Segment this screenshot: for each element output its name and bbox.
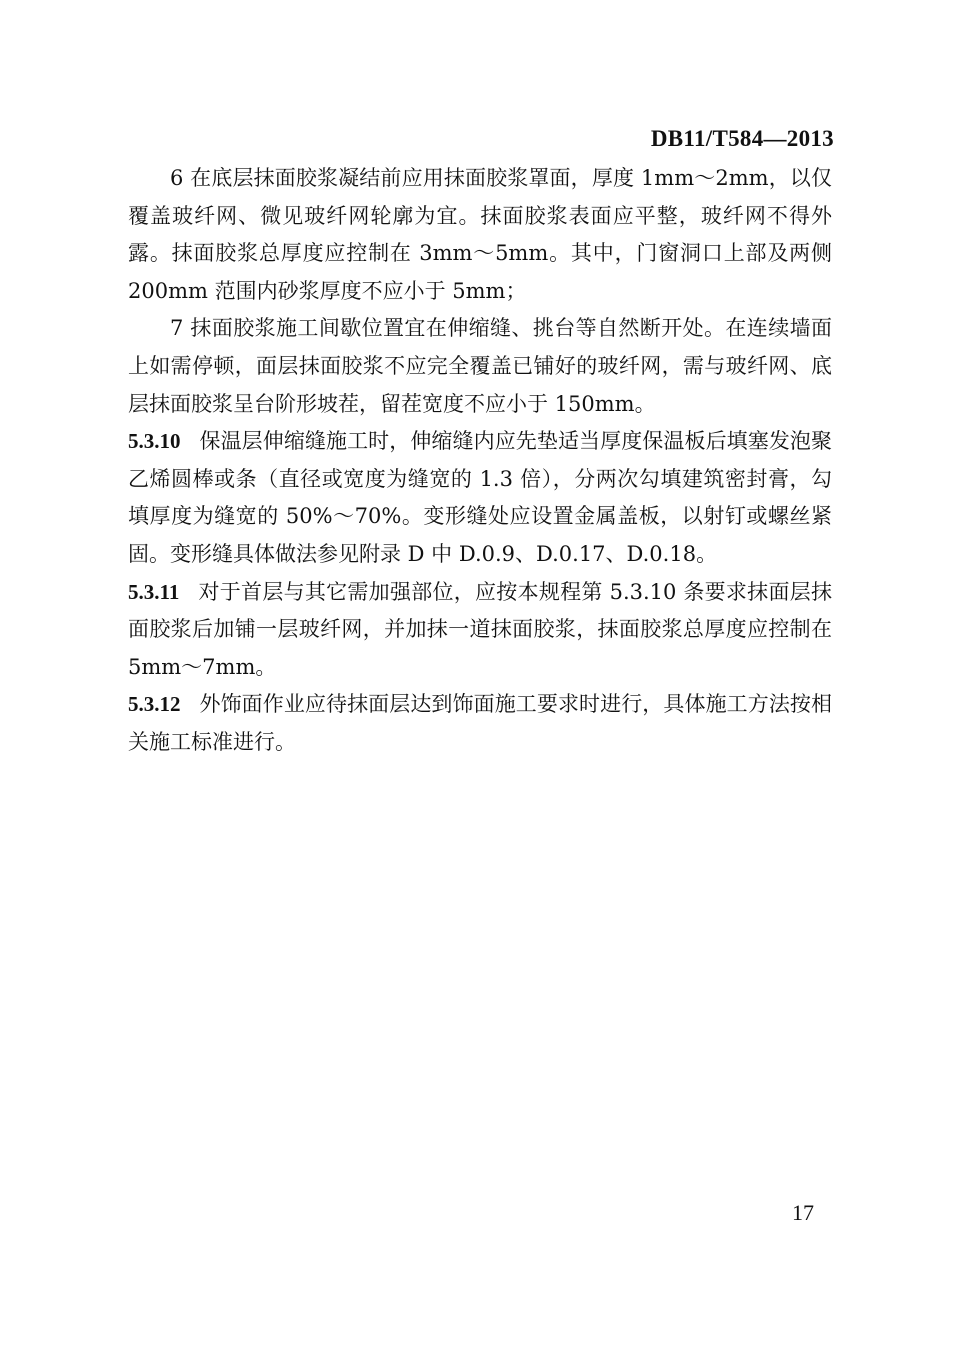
- body-text: [128, 160, 832, 762]
- clause-number: 5.3.12: [128, 692, 181, 717]
- item-6-paragraph: 6 在底层抹面胶浆凝结前应用抹面胶浆罩面，厚度 1mm～2mm，以仅覆盖玻纤网、微见玻纤网轮廓为宜。抹面胶浆表面应平整，玻纤网不得外露。抹面胶浆总厚度应控制在 3mm～5mm。其中，门窗洞口上部及两侧 200mm 范围内砂浆厚度不应小于 5mm；: [128, 166, 832, 303]
- clause-5-3-11: [128, 574, 832, 687]
- clause-number: 5.3.10: [128, 429, 181, 454]
- item-7-paragraph: 7 抹面胶浆施工间歇位置宜在伸缩缝、挑台等自然断开处。在连续墙面上如需停顿，面层抹面胶浆不应完全覆盖已铺好的玻纤网，需与玻纤网、底层抹面胶浆呈台阶形坡茬，留茬宽度不应小于 150mm。: [128, 316, 832, 416]
- standard-code-header: DB11/T584—2013: [650, 126, 834, 151]
- clause-5-3-12: [128, 686, 832, 761]
- clause-text: 对于首层与其它需加强部位，应按本规程第 5.3.10 条要求抹面层抹面胶浆后加铺一层玻纤网，并加抹一道抹面胶浆，抹面胶浆总厚度应控制在 5mm～7mm。: [128, 579, 832, 679]
- clause-text: 外饰面作业应待抹面层达到饰面施工要求时进行，具体施工方法按相关施工标准进行。: [128, 692, 832, 754]
- page-number: 17: [792, 1200, 814, 1225]
- clause-5-3-10: [128, 423, 832, 573]
- clause-number: 5.3.11: [128, 579, 180, 604]
- clause-text: 保温层伸缩缝施工时，伸缩缝内应先垫适当厚度保温板后填塞发泡聚乙烯圆棒或条（直径或宽度为缝宽的 1.3 倍），分两次勾填建筑密封膏，勾填厚度为缝宽的 50%～70%。变形缝处应设置金属盖板，以射钉或螺丝紧固。变形缝具体做法参见附录 D 中 D.0.9、D.0.17、D.0.18。: [128, 429, 832, 566]
